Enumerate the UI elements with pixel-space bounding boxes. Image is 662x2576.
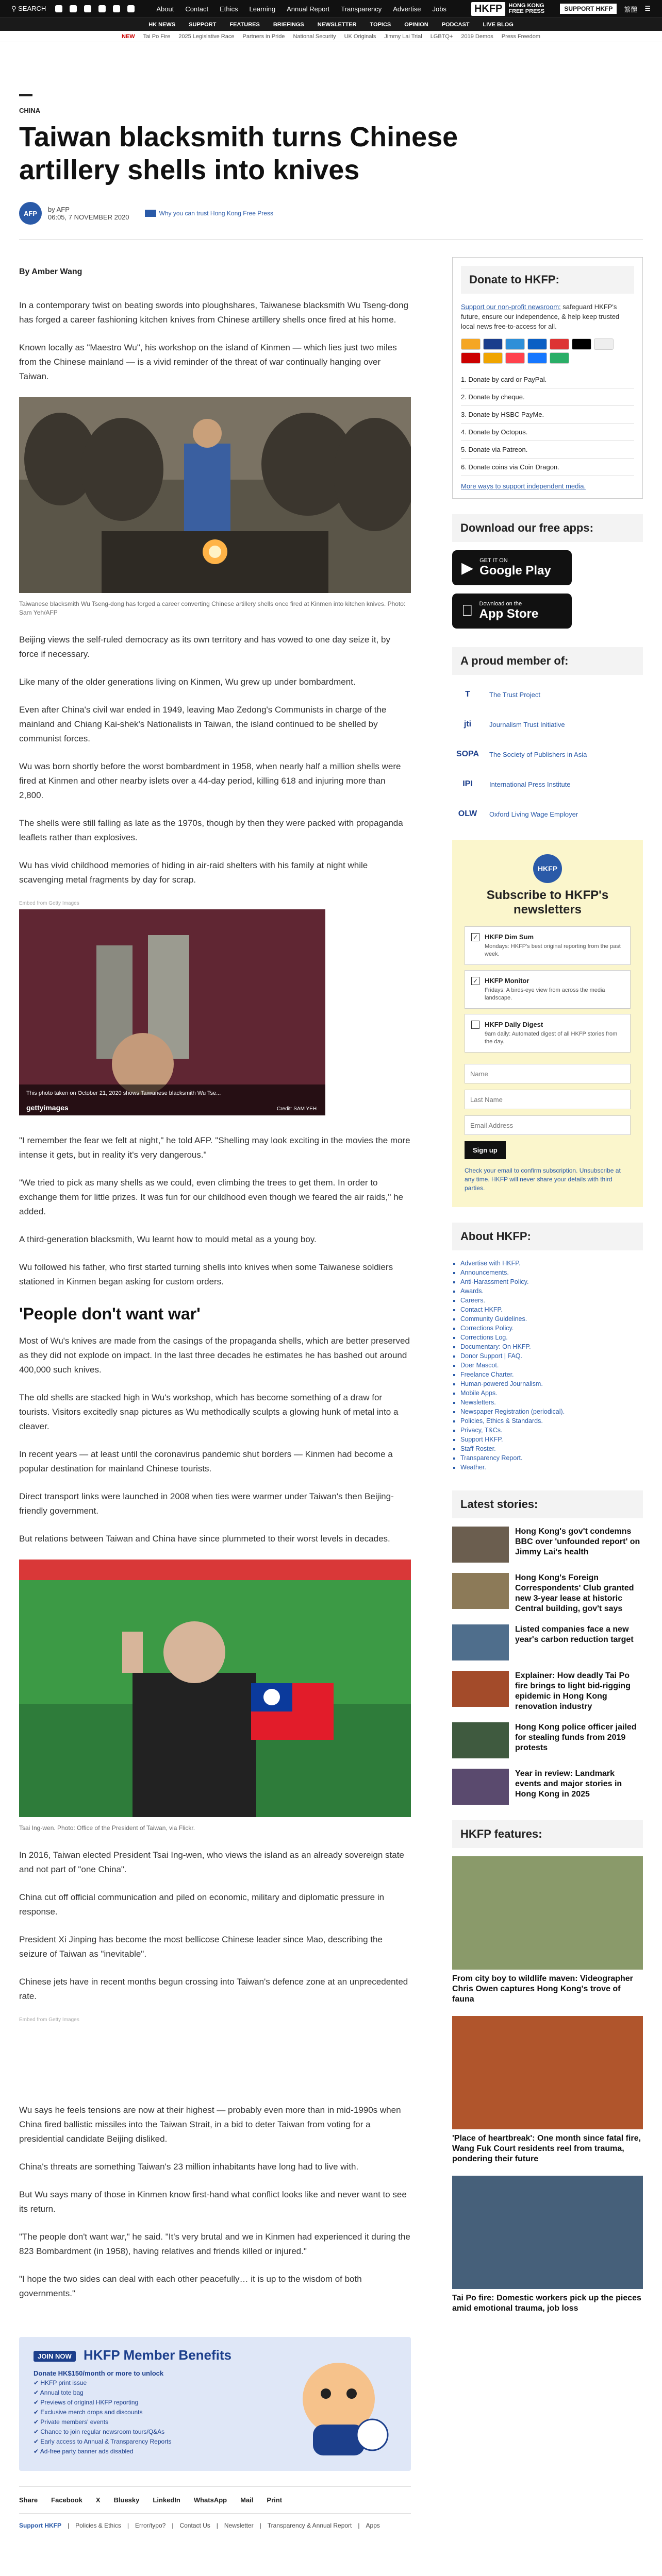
- footer-link[interactable]: Transparency & Annual Report: [267, 2522, 352, 2529]
- newsletter-option-text: [485, 1021, 624, 1046]
- member-item[interactable]: [452, 684, 643, 705]
- about-link[interactable]: ▪ Freelance Charter.: [460, 1370, 643, 1379]
- latest-title: Hong Kong police officer jailed for stealing funds from 2019 protests: [515, 1723, 637, 1752]
- payment-icons: [461, 338, 634, 364]
- promo-line: ✔ Annual tote bag: [34, 2389, 84, 2396]
- about-link[interactable]: ▪ Advertise with HKFP.: [460, 1259, 643, 1268]
- about-link[interactable]: ▪ Awards.: [460, 1286, 643, 1296]
- about-link[interactable]: ▪ Human-powered Journalism.: [460, 1379, 643, 1388]
- google-play-text: [479, 557, 551, 578]
- member-logo: OLW: [458, 809, 477, 818]
- article-paragraph: In a contemporary twist on beating swords into ploughshares, Taiwanese blacksmith Wu Tseng-dong has forged a career fashioning kitchen knives from Chinese artillery shells once fired at his home.: [19, 300, 409, 325]
- figure-tsai: [19, 1560, 411, 1833]
- member-logo: jti: [464, 720, 472, 728]
- article-paragraph: Known locally as "Maestro Wu", his workshop on the island of Kinmen — which lies just two miles from the Chinese mainland — is a vivid reminder of the threat of war continually hanging over Taiwan.: [19, 343, 397, 381]
- newsletter-option-desc: Mondays: HKFP's best original reporting from the past week.: [485, 943, 621, 957]
- logo-line2: FREE PRESS: [508, 8, 545, 14]
- content-columns: [19, 257, 643, 2545]
- article-paragraph: China's threats are something Taiwan's 23 million inhabitants have long had to live with.: [19, 2162, 359, 2172]
- trust-label: Why you can trust Hong Kong Free Press: [159, 210, 273, 217]
- about-heading: About HKFP:: [452, 1223, 643, 1250]
- news-tag[interactable]: UK Originals: [344, 33, 376, 40]
- app-store-text: [468, 601, 539, 621]
- article-paragraph: Wu followed his father, who first started turning shells into knives when some Taiwanese soldiers stationed in Kinmen began asking for custom orders.: [19, 1262, 393, 1286]
- amex-icon: [505, 338, 525, 350]
- applepay-icon: [572, 338, 591, 350]
- about-link[interactable]: ▪ Doer Mascot.: [460, 1361, 643, 1370]
- article-paragraph: China cut off official communication and piled on economic, military and diplomatic pressure in response.: [19, 1892, 385, 1917]
- article-paragraph: "We tried to pick as many shells as we could, even climbing the trees to get them. In order to exchange them for little prizes. It was fun for our childhood even though we feared the air raids," he added.: [19, 1178, 404, 1216]
- trust-link[interactable]: [145, 210, 273, 217]
- footer-separator: |: [358, 2522, 360, 2529]
- google-play-big: Google Play: [479, 564, 551, 578]
- join-now-badge[interactable]: JOIN NOW: [34, 2351, 76, 2362]
- newsletter-option[interactable]: [465, 970, 631, 1009]
- trust-logo-icon: [145, 210, 156, 217]
- member-item[interactable]: [452, 804, 643, 824]
- about-list: [452, 1259, 643, 1472]
- figure-getty: [19, 909, 411, 1118]
- latest-title: Hong Kong's Foreign Correspondents' Club granted new 3-year lease at historic Central building, gov't says: [515, 1573, 634, 1613]
- article-paragraph: President Xi Jinping has become the most bellicose Chinese leader since Mao, describing the seizure of Taiwan as "inevitable".: [19, 1935, 383, 1959]
- article-title: Taiwan blacksmith turns Chinese artillery shells into knives: [19, 122, 458, 185]
- donate-options: [461, 371, 634, 476]
- about-link[interactable]: ▪ Transparency Report.: [460, 1453, 643, 1463]
- feature-title: 'Place of heartbreak': One month since fatal fire, Wang Fuk Court residents reel from trauma, pondering their future: [452, 2134, 641, 2163]
- article-paragraph: Wu has vivid childhood memories of hiding in air-raid shelters with his family at night while scavenging metal fragments by day for scrap.: [19, 860, 368, 885]
- top-links: [156, 5, 446, 13]
- top-link[interactable]: Transparency: [341, 5, 382, 13]
- about-link[interactable]: ▪ Corrections Log.: [460, 1333, 643, 1342]
- about-link[interactable]: ▪ Corrections Policy.: [460, 1324, 643, 1333]
- getty-embed-spacer: [19, 2026, 411, 2103]
- newsletter-option-desc: 9am daily: Automated digest of all HKFP stories from the day.: [485, 1031, 618, 1045]
- about-link[interactable]: ▪ Anti-Harassment Policy.: [460, 1277, 643, 1286]
- menu-item[interactable]: BRIEFINGS: [273, 21, 304, 28]
- menu-item[interactable]: HK NEWS: [148, 21, 176, 28]
- new-label: NEW: [122, 33, 135, 40]
- donate-option[interactable]: 2. Donate by cheque.: [461, 388, 634, 406]
- about-link[interactable]: ▪ Donor Support | FAQ.: [460, 1351, 643, 1361]
- byline-meta: [48, 206, 129, 221]
- workshop-photo: [19, 397, 411, 593]
- latest-list: [452, 1527, 643, 1805]
- article-paragraph: Most of Wu's knives are made from the casings of the propaganda shells, which are better preserved as they did not explode on impact. In the last three decades he estimates he has bashed out around 400,000 such knives.: [19, 1336, 410, 1375]
- social-icons: [55, 5, 135, 12]
- logo-line1: HONG KONG: [508, 3, 544, 9]
- footer-link[interactable]: Newsletter: [224, 2522, 254, 2529]
- paragraph-group-2: [19, 633, 411, 887]
- hkfp-logo[interactable]: [471, 2, 544, 16]
- article-paragraph: The shells were still falling as late as the 1970s, though by then they were packed with propaganda leaflets rather than explosives.: [19, 818, 403, 842]
- getty-brand: gettyimages: [26, 1104, 69, 1112]
- about-link[interactable]: ▪ Mobile Apps.: [460, 1388, 643, 1398]
- page-wrap: [19, 42, 643, 2545]
- promo-line: ✔ Chance to join regular newsroom tours/Q&As: [34, 2428, 165, 2435]
- menu-item[interactable]: FEATURES: [229, 21, 260, 28]
- getty-photo[interactable]: [19, 909, 325, 1115]
- support-button[interactable]: SUPPORT HKFP: [560, 4, 617, 14]
- getty-embed-label: Embed from Getty Images: [19, 901, 79, 906]
- member-name: Journalism Trust Initiative: [489, 720, 565, 728]
- footer-separator: |: [172, 2522, 174, 2529]
- paragraph-group-3: [19, 1133, 411, 1289]
- latest-thumbnail: [452, 1769, 509, 1805]
- article-paragraph: But Wu says many of those in Kinmen know first-hand what conflict looks like and never want to see its return.: [19, 2190, 407, 2214]
- share-link[interactable]: Share: [19, 2496, 38, 2504]
- donate-option[interactable]: 4. Donate by Octopus.: [461, 423, 634, 441]
- about-link[interactable]: ▪ Policies, Ethics & Standards.: [460, 1416, 643, 1426]
- news-tag[interactable]: 2019 Demos: [461, 33, 493, 40]
- article-paragraph: Even after China's civil war ended in 1949, leaving Mao Zedong's Communists in charge of the mainland and Chiang Kai-shek's Nationalists in Taiwan, the island continued to be shelled by communist forces.: [19, 705, 387, 743]
- app-store-big: App Store: [468, 607, 527, 621]
- latest-thumbnail: [452, 1624, 509, 1660]
- feature-title: From city boy to wildlife maven: Videographer Chris Owen captures Hong Kong's trove of fauna: [452, 1974, 633, 2004]
- paragraph-group-6: [19, 2103, 411, 2301]
- logo-text: [508, 3, 544, 14]
- category-label[interactable]: CHINA: [19, 107, 41, 114]
- newsletter-title: Subscribe to HKFP's newsletters: [486, 888, 609, 917]
- facebook-icon[interactable]: [55, 5, 62, 12]
- donate-option[interactable]: 1. Donate by card or PayPal.: [461, 371, 634, 388]
- latest-story[interactable]: [452, 1722, 643, 1758]
- member-benefits-promo[interactable]: [19, 2337, 411, 2471]
- donate-option[interactable]: 5. Donate via Patreon.: [461, 441, 634, 459]
- getty-caption: This photo taken on October 21, 2020 shows Taiwanese blacksmith Wu Tse...: [26, 1090, 221, 1096]
- top-link[interactable]: Advertise: [393, 5, 421, 13]
- footer-separator: |: [68, 2522, 70, 2529]
- share-link[interactable]: Print: [267, 2496, 283, 2504]
- promo-line: ✔ Previews of original HKFP reporting: [34, 2399, 139, 2406]
- menu-item[interactable]: OPINION: [404, 21, 428, 28]
- donate-intro-link[interactable]: Support our non-profit newsroom:: [461, 303, 561, 311]
- linkedin-icon[interactable]: [113, 5, 120, 12]
- footer-link[interactable]: Contact Us: [179, 2522, 210, 2529]
- first-name-input[interactable]: [465, 1064, 631, 1083]
- newsletter-option-text: [485, 977, 624, 1002]
- top-link[interactable]: Annual Report: [287, 5, 330, 13]
- top-bar: [0, 0, 662, 18]
- paragraph-group-4: [19, 1334, 411, 1546]
- footer-link[interactable]: Apps: [366, 2522, 380, 2529]
- latest-heading: Latest stories:: [452, 1490, 643, 1518]
- menu-item[interactable]: LIVE BLOG: [483, 21, 514, 28]
- article-paragraph: The old shells are stacked high in Wu's workshop, which has become something of a draw for tourists. Visitors excitedly snap pictures as Wu methodically sculpts a glowing hunk of metal into a cleaver.: [19, 1393, 399, 1431]
- signup-button[interactable]: Sign up: [465, 1141, 506, 1159]
- visa-icon: [483, 338, 503, 350]
- google-play-small: GET IT ON: [479, 557, 508, 564]
- newsletter-option-title: HKFP Monitor: [485, 977, 529, 985]
- footer-link[interactable]: Policies & Ethics: [75, 2522, 121, 2529]
- article-footer: [19, 2513, 411, 2545]
- section-subheading: 'People don't want war': [19, 1304, 201, 1323]
- about-link[interactable]: ▪ Newspaper Registration (periodical).: [460, 1407, 643, 1416]
- newsletter-checkbox[interactable]: ✓: [471, 977, 479, 985]
- apple-icon: [461, 602, 473, 620]
- byline-date: 06:05, 7 NOVEMBER 2020: [48, 213, 129, 221]
- latest-story[interactable]: [452, 1624, 643, 1660]
- latest-thumbnail: [452, 1722, 509, 1758]
- news-bar: [0, 31, 662, 42]
- about-link[interactable]: ▪ Careers.: [460, 1296, 643, 1305]
- menu-item[interactable]: PODCAST: [441, 21, 470, 28]
- promo-line: ✔ Early access to Annual & Transparency Reports: [34, 2438, 172, 2445]
- footer-separator: |: [259, 2522, 261, 2529]
- latest-story[interactable]: [452, 1527, 643, 1563]
- search-label: SEARCH: [18, 5, 46, 12]
- donate-option[interactable]: 3. Donate by HSBC PayMe.: [461, 406, 634, 423]
- unionpay-icon: [550, 338, 569, 350]
- newsletter-note: Check your email to confirm subscription. Unsubscribe at any time. HKFP will never share your details with third parties.: [465, 1167, 621, 1192]
- member-logo: IPI: [462, 779, 473, 788]
- newsletter-option-desc: Fridays: A birds-eye view from across the media landscape.: [485, 987, 605, 1001]
- about-link[interactable]: ▪ Staff Roster.: [460, 1444, 643, 1453]
- about-link[interactable]: ▪ Support HKFP.: [460, 1435, 643, 1444]
- figure-workshop: [19, 397, 411, 617]
- promo-line: ✔ Exclusive merch drops and discounts: [34, 2409, 143, 2416]
- tsai-caption: Tsai Ing-wen. Photo: Office of the President of Taiwan, via Flickr.: [19, 1824, 195, 1832]
- feature-story[interactable]: [452, 2016, 643, 2164]
- newsletter-option-text: [485, 933, 624, 958]
- paragraph-group-5: [19, 1848, 411, 2004]
- member-name: The Society of Publishers in Asia: [489, 750, 587, 758]
- features-list: [452, 1856, 643, 2314]
- newsletter-checkbox[interactable]: ✓: [471, 933, 479, 941]
- instagram-icon[interactable]: [84, 5, 91, 12]
- top-right: [560, 4, 651, 14]
- share-link[interactable]: LinkedIn: [153, 2496, 180, 2504]
- footer-separator: |: [216, 2522, 218, 2529]
- patreon-icon: [505, 352, 525, 364]
- newsletter-checkbox[interactable]: [471, 1021, 479, 1029]
- article-body: [19, 257, 411, 2545]
- footer-link[interactable]: Error/typo?: [135, 2522, 166, 2529]
- about-link[interactable]: ▪ Contact HKFP.: [460, 1305, 643, 1314]
- feature-image: [452, 1856, 643, 1970]
- about-link[interactable]: ▪ Weather.: [460, 1463, 643, 1472]
- mastercard-icon: [461, 338, 481, 350]
- about-link[interactable]: ▪ Announcements.: [460, 1268, 643, 1277]
- byline: [19, 202, 643, 240]
- tsai-photo: [19, 1560, 411, 1817]
- main-menu: [0, 18, 662, 31]
- menu-item[interactable]: TOPICS: [370, 21, 391, 28]
- language-link[interactable]: 繁體: [624, 5, 638, 13]
- news-tag[interactable]: Partners in Pride: [242, 33, 285, 40]
- news-tag[interactable]: National Security: [293, 33, 336, 40]
- latest-title: Year in review: Landmark events and major stories in Hong Kong in 2025: [515, 1769, 622, 1799]
- top-link[interactable]: Ethics: [220, 5, 238, 13]
- promo-line: ✔ HKFP print issue: [34, 2379, 87, 2386]
- email-input[interactable]: [465, 1115, 631, 1135]
- about-link[interactable]: ▪ Community Guidelines.: [460, 1314, 643, 1324]
- latest-thumbnail: [452, 1527, 509, 1563]
- latest-thumbnail: [452, 1671, 509, 1707]
- share-link[interactable]: WhatsApp: [193, 2496, 227, 2504]
- latest-story[interactable]: [452, 1671, 643, 1712]
- share-link[interactable]: Bluesky: [113, 2496, 140, 2504]
- payme-icon: [461, 352, 481, 364]
- feature-image: [452, 2176, 643, 2289]
- donate-more-link[interactable]: More ways to support independent media.: [461, 482, 586, 490]
- news-tag[interactable]: 2025 Legislative Race: [178, 33, 235, 40]
- donate-intro: [461, 302, 634, 331]
- promo-line: ✔ Ad-free party banner ads disabled: [34, 2448, 134, 2455]
- latest-title: Hong Kong's gov't condemns BBC over 'unfounded report' on Jimmy Lai's health: [515, 1527, 640, 1556]
- top-link[interactable]: Learning: [249, 5, 276, 13]
- article-paragraph: Direct transport links were launched in 2008 when ties were warmer under Taiwan's then Beijing-friendly government.: [19, 1492, 394, 1516]
- latest-thumbnail: [452, 1573, 509, 1609]
- feature-title: Tai Po fire: Domestic workers pick up the pieces amid emotional trauma, job loss: [452, 2294, 641, 2313]
- share-bar: [19, 2486, 411, 2513]
- news-tag[interactable]: Jimmy Lai Trial: [384, 33, 422, 40]
- member-name: International Press Institute: [489, 780, 571, 788]
- category-rule: [19, 94, 32, 96]
- byline-author[interactable]: by AFP: [48, 206, 70, 213]
- news-tag[interactable]: LGBTQ+: [430, 33, 453, 40]
- share-link[interactable]: Mail: [240, 2496, 254, 2504]
- mascot-illustration: [282, 2347, 395, 2461]
- top-link[interactable]: Contact: [185, 5, 209, 13]
- feature-story[interactable]: [452, 1856, 643, 2005]
- octopus-icon: [483, 352, 503, 364]
- workshop-caption: Taiwanese blacksmith Wu Tseng-dong has forged a career converting Chinese artillery shells once fired at Kinmen into kitchen knives. Photo: Sam Yeh/AFP: [19, 600, 406, 616]
- article-paragraph: Wu says he feels tensions are now at their highest — probably even more than in mid-1990s when China fired ballistic missiles into the Taiwan Strait, in a bid to deter Taiwan from voting for a presidential candidate Beijing disliked.: [19, 2105, 401, 2144]
- features-heading: HKFP features:: [452, 1820, 643, 1848]
- donate-option[interactable]: 6. Donate coins via Coin Dragon.: [461, 459, 634, 476]
- member-item[interactable]: [452, 714, 643, 735]
- footer-separator: |: [127, 2522, 129, 2529]
- apps-heading: Download our free apps:: [452, 514, 643, 542]
- footer-link[interactable]: Support HKFP: [19, 2522, 61, 2529]
- news-tag[interactable]: Tai Po Fire: [143, 33, 171, 40]
- news-tag[interactable]: Press Freedom: [501, 33, 540, 40]
- getty-embed-label-2: Embed from Getty Images: [19, 2017, 79, 2023]
- donate-box: [452, 257, 643, 499]
- member-item[interactable]: [452, 774, 643, 794]
- feature-image: [452, 2016, 643, 2129]
- paragraph-group-1: [19, 298, 411, 384]
- google-play-icon: ▶: [461, 559, 474, 577]
- article-paragraph: Wu was born shortly before the worst bombardment in 1958, when nearly half a million shells were fired at Kinmen and other nearby islets over a 44-day period, killing 618 and injuring more than 2,800.: [19, 761, 401, 800]
- about-link[interactable]: ▪ Newsletters.: [460, 1398, 643, 1407]
- getty-credit: Credit: SAM YEH: [277, 1106, 317, 1112]
- member-logo: T: [465, 690, 470, 699]
- article-paragraph: In recent years — at least until the coronavirus pandemic shut borders — Kinmen had become a popular destination for mainland Chinese tourists.: [19, 1449, 393, 1473]
- latest-story[interactable]: [452, 1769, 643, 1805]
- about-link[interactable]: ▪ Documentary: On HKFP.: [460, 1342, 643, 1351]
- article-paragraph: "I remember the fear we felt at night," he told AFP. "Shelling may look exciting in the movies the more intense it gets, but in reality it's very dangerous.": [19, 1136, 410, 1160]
- newsletter-option-title: HKFP Dim Sum: [485, 933, 534, 941]
- logo-box: HKFP: [471, 2, 505, 16]
- article-paragraph: Beijing views the self-ruled democracy as its own territory and has vowed to one day seize it, by force if necessary.: [19, 635, 391, 659]
- promo-line: ✔ Private members' events: [34, 2418, 109, 2426]
- alipay-icon: [527, 352, 547, 364]
- member-name: Oxford Living Wage Employer: [489, 810, 578, 818]
- menu-icon[interactable]: ☰: [644, 5, 651, 12]
- article-paragraph: In 2016, Taiwan elected President Tsai Ing-wen, who views the island as an already sovereign state and not part of "one China".: [19, 1850, 404, 1874]
- search-link[interactable]: ⚲ SEARCH: [11, 5, 46, 12]
- article-paragraph: "I hope the two sides can deal with each other peacefully… it is up to the wisdom of both governments.": [19, 2274, 362, 2298]
- latest-title: Listed companies face a new year's carbon reduction target: [515, 1625, 634, 1644]
- paypal-icon: [527, 338, 547, 350]
- member-name: The Trust Project: [489, 690, 540, 699]
- donate-heading: Donate to HKFP:: [461, 266, 634, 294]
- latest-title: Explainer: How deadly Tai Po fire brings to light bid-rigging epidemic in Hong Kong renovation industry: [515, 1671, 631, 1711]
- article-paragraph: But relations between Taiwan and China have since plummeted to their worst levels in decades.: [19, 1534, 390, 1544]
- share-link[interactable]: Facebook: [51, 2496, 82, 2504]
- newsletter-option-title: HKFP Daily Digest: [485, 1021, 543, 1028]
- latest-story[interactable]: [452, 1573, 643, 1614]
- sidebar: [452, 257, 643, 2545]
- footer-links: [19, 2522, 411, 2529]
- article-paragraph: "The people don't want war," he said. "It's very brutal and we in Kinmen had experienced it during the 823 Bombardment (in 1958), having relatives and friends killed or injured.": [19, 2232, 410, 2256]
- article-author: By Amber Wang: [19, 267, 82, 276]
- newsletter-option[interactable]: [465, 926, 631, 965]
- top-link[interactable]: Jobs: [432, 5, 446, 13]
- member-logo: SOPA: [456, 750, 479, 758]
- article-paragraph: A third-generation blacksmith, Wu learnt how to mould metal as a young boy.: [19, 1234, 317, 1244]
- member-heading: A proud member of:: [452, 647, 643, 675]
- feature-story[interactable]: [452, 2176, 643, 2314]
- newsletter-box: [452, 840, 643, 1207]
- last-name-input[interactable]: [465, 1090, 631, 1109]
- menu-item[interactable]: NEWSLETTER: [317, 21, 357, 28]
- donate-intro-text: safeguard HKFP's future, ensure our independence, & help keep trusted local news free-to-access for all.: [461, 303, 620, 330]
- googlepay-icon: [594, 338, 614, 350]
- newsletter-logo: HKFP: [533, 854, 562, 883]
- about-link[interactable]: ▪ Privacy, T&Cs.: [460, 1426, 643, 1435]
- google-play-button[interactable]: [452, 550, 572, 585]
- article-paragraph: Chinese jets have in recent months begun crossing into Taiwan's defence zone at an unprecedented rate.: [19, 1977, 408, 2001]
- share-link[interactable]: X: [95, 2496, 101, 2504]
- newsletter-options: [465, 926, 631, 1053]
- menu-item[interactable]: SUPPORT: [189, 21, 217, 28]
- bluesky-icon[interactable]: [127, 5, 135, 12]
- member-list: [452, 684, 643, 824]
- app-store-small: Download on the: [468, 601, 510, 607]
- x-icon[interactable]: [70, 5, 77, 12]
- top-link[interactable]: About: [156, 5, 174, 13]
- newsletter-option[interactable]: [465, 1014, 631, 1053]
- promo-line: Donate HK$150/month or more to unlock: [34, 2369, 164, 2377]
- wechat-icon: [550, 352, 569, 364]
- author-avatar: AFP: [19, 202, 42, 225]
- app-store-button[interactable]: [452, 594, 572, 629]
- member-item[interactable]: [452, 744, 643, 765]
- promo-title: HKFP Member Benefits: [83, 2347, 231, 2363]
- article-paragraph: Like many of the older generations living on Kinmen, Wu grew up under bombardment.: [19, 677, 356, 687]
- youtube-icon[interactable]: [98, 5, 106, 12]
